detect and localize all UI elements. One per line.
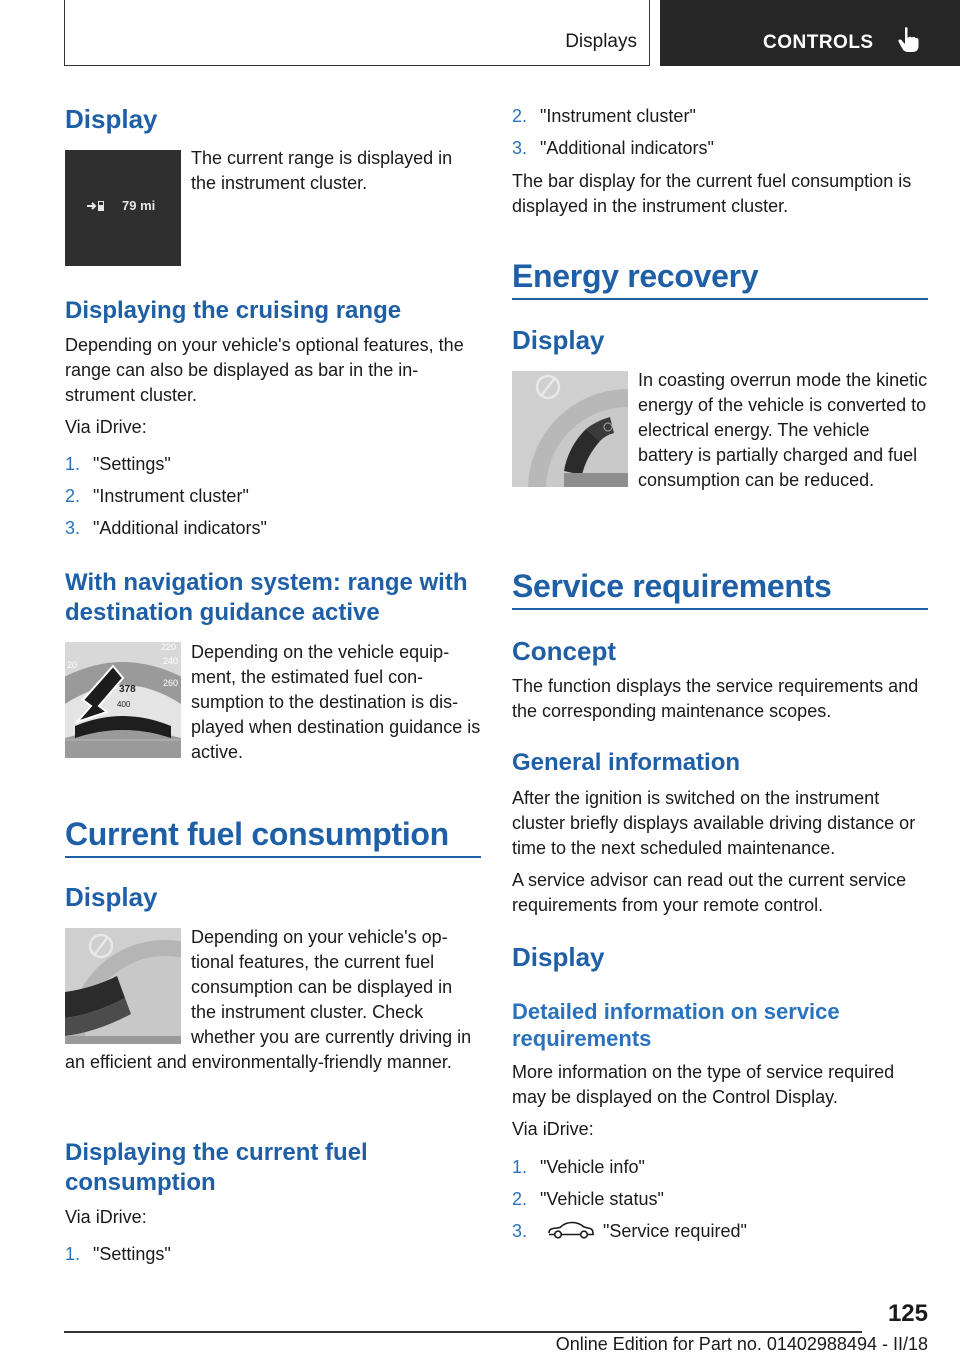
list-item: 1. "Settings" (65, 1244, 171, 1264)
footer-divider (64, 1331, 862, 1333)
current-fuel-paragraph (65, 925, 481, 1075)
heading-energy-recovery: Energy recovery (512, 258, 759, 294)
list-item: 2. "Instrument cluster" (65, 486, 249, 506)
header-chapter-title: CONTROLS (763, 32, 874, 53)
cruising-paragraph: Depending on your vehicle's optional features, the range can also be displayed as bar in the instrument cluster. (65, 335, 464, 405)
heading-navigation-range: With navigation system: range with destination guidance active (65, 569, 468, 626)
list-item: 2. "Vehicle status" (512, 1189, 664, 1209)
pointing-hand-icon (897, 26, 921, 54)
car-icon (547, 1220, 595, 1240)
header-section-title: Displays (565, 31, 637, 52)
header-section-box (64, 0, 650, 66)
navigation-range-figure (65, 642, 181, 758)
gauge-label: 220 (161, 642, 177, 652)
heading-general-information: General information (512, 749, 741, 776)
concept-paragraph: The function displays the service requirements and the corresponding maintenance scopes. (512, 676, 919, 721)
range-display-figure (65, 150, 181, 266)
list-item: 2. "Instrument cluster" (512, 106, 696, 126)
gauge-label: 240 (163, 656, 179, 666)
list-item: 3. "Additional indicators" (65, 518, 267, 538)
range-value-text: 79 mi (122, 198, 156, 213)
via-idrive-3: Via iDrive: (512, 1119, 594, 1139)
header-chapter-box (660, 0, 960, 66)
float-spacer (65, 925, 191, 1050)
energy-paragraph (512, 368, 928, 493)
energy-text: In coasting overrun mode the kinetic energy of the vehicle is converted to electrical energy. The vehicle battery is partially charged and fuel consumption can be reduced. (638, 370, 928, 490)
gauge-label: 400 (117, 700, 131, 709)
section-divider (512, 608, 928, 610)
list-item: 3. "Service required" (512, 1221, 747, 1241)
list-item: 1. "Settings" (65, 454, 171, 474)
heading-display-current: Displaying the current fuel consumption (65, 1139, 368, 1196)
heading-cruising-range: Displaying the cruising range (65, 297, 402, 324)
heading-display: Display (65, 104, 158, 134)
bar-display-paragraph: The bar display for the current fuel consumption is displayed in the instrument cluster. (512, 171, 912, 216)
section-divider (512, 298, 928, 300)
heading-concept: Concept (512, 636, 616, 666)
heading-display: Display (512, 325, 605, 355)
detailed-paragraph: More information on the type of service required may be displayed on the Control Display. (512, 1062, 895, 1107)
via-idrive-2: Via iDrive: (65, 1207, 147, 1227)
general-paragraph-1: After the ignition is switched on the instrument cluster briefly displays available driving distance or time to the next scheduled maintenance. (512, 788, 916, 858)
page-number: 125 (887, 1300, 928, 1327)
heading-detailed-information: Detailed information on service requirements (512, 999, 840, 1051)
footer-edition: Online Edition for Part no. 01402988494 - II/18 (555, 1334, 928, 1354)
heading-service-requirements: Service requirements (512, 568, 832, 604)
gauge-label: 20 (67, 660, 78, 670)
navigation-paragraph: Depending on the vehicle equipment, the estimated fuel consumption to the destination is displayed when destination guidance is active. (191, 642, 481, 762)
heading-current-fuel-consumption: Current fuel consumption (65, 816, 449, 852)
list-item: 3. "Additional indicators" (512, 138, 714, 158)
list-item: 1. "Vehicle info" (512, 1157, 645, 1177)
heading-display: Display (65, 882, 158, 912)
section-divider (65, 856, 481, 858)
via-idrive-1: Via iDrive: (65, 417, 147, 437)
heading-display: Display (512, 942, 605, 972)
range-paragraph: The current range is displayed in the instrument cluster. (191, 148, 453, 193)
gauge-label: 260 (163, 678, 179, 688)
float-spacer (512, 368, 638, 493)
gauge-label: 378 (119, 684, 136, 695)
general-paragraph-2: A service advisor can read out the current service requirements from your remote control. (512, 870, 907, 915)
current-fuel-text: Depending on your vehicle's optional features, the current fuel consumption can be displayed in the instrument cluster. Check whether you are currently driving in an efficient and environmentally-friendly manner. (65, 927, 472, 1072)
